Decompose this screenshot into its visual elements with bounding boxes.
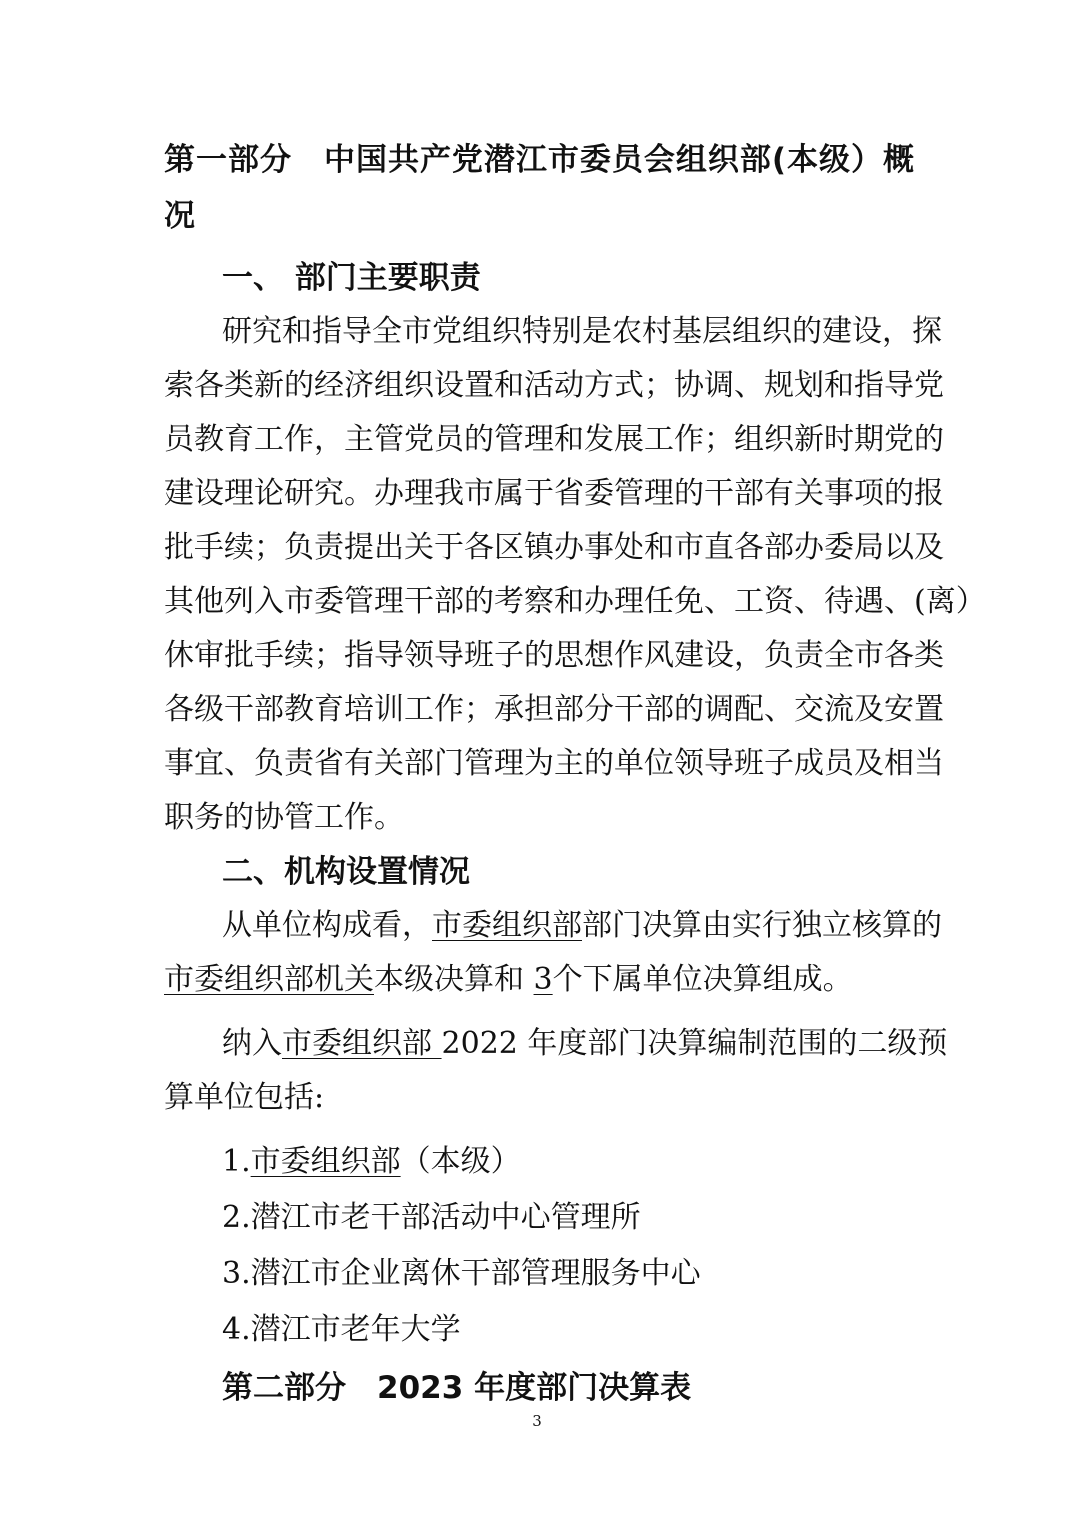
section1-line: 建设理论研究。办理我市属于省委管理的干部有关事项的报 xyxy=(164,476,944,511)
list-item-number: 1. xyxy=(222,1144,251,1179)
section1-line: 其他列入市委管理干部的考察和办理任免、工资、待遇、(离） xyxy=(164,584,986,619)
text-run: （本级） xyxy=(400,1144,521,1179)
list-item: 2.潜江市老干部活动中心管理所 xyxy=(222,1200,641,1235)
section1-line: 各级干部教育培训工作；承担部分干部的调配、交流及安置 xyxy=(164,692,944,727)
text-run: 个下属单位决算组成。 xyxy=(552,962,853,997)
text-run: 2022 年度部门决算编制范围的二级预 xyxy=(441,1026,948,1061)
underlined-unit-name: 市委组织部 xyxy=(282,1026,442,1061)
section1-line: 休审批手续；指导领导班子的思想作风建设，负责全市各类 xyxy=(164,638,944,673)
section1-line: 批手续；负责提出关于各区镇办事处和市直各部办委局以及 xyxy=(164,530,944,565)
underlined-unit-name: 市委组织部 xyxy=(432,908,582,943)
list-item xyxy=(222,1140,1074,1184)
part1-title-line1: 第一部分 中国共产党潜江市委员会组织部(本级）概 xyxy=(164,142,914,178)
underlined-unit-name: 市委组织部机关 xyxy=(164,962,374,997)
section2-paragraph1-line1 xyxy=(222,904,1074,948)
section2-paragraph1-line2 xyxy=(164,958,1074,1002)
text-run: 部门决算由实行独立核算的 xyxy=(582,908,942,943)
text-run: 本级决算和 xyxy=(374,962,524,997)
section1-line: 事宜、负责省有关部门管理为主的单位领导班子成员及相当 xyxy=(164,746,944,781)
section1-line: 索各类新的经济组织设置和活动方式；协调、规划和指导党 xyxy=(164,368,944,403)
list-item: 3.潜江市企业离休干部管理服务中心 xyxy=(222,1256,701,1291)
section1-line: 研究和指导全市党组织特别是农村基层组织的建设，探 xyxy=(222,314,942,349)
section2-heading: 二、机构设置情况 xyxy=(222,854,470,890)
part2-title: 第二部分 2023 年度部门决算表 xyxy=(222,1370,692,1406)
part1-title-line2: 况 xyxy=(164,198,195,234)
section1-heading: 一、 部门主要职责 xyxy=(222,260,481,296)
list-item: 4.潜江市老年大学 xyxy=(222,1312,461,1347)
text-run: 纳入 xyxy=(222,1026,282,1061)
section1-line: 员教育工作，主管党员的管理和发展工作；组织新时期党的 xyxy=(164,422,944,457)
section1-line: 职务的协管工作。 xyxy=(164,800,404,835)
text-run: 从单位构成看， xyxy=(222,908,432,943)
section2-paragraph2-line1 xyxy=(222,1022,1074,1066)
underlined-unit-name: 市委组织部 xyxy=(250,1144,401,1179)
underlined-count: 3 xyxy=(533,962,553,997)
section2-paragraph2-line2: 算单位包括: xyxy=(164,1080,325,1115)
page-number: 3 xyxy=(532,1412,542,1430)
